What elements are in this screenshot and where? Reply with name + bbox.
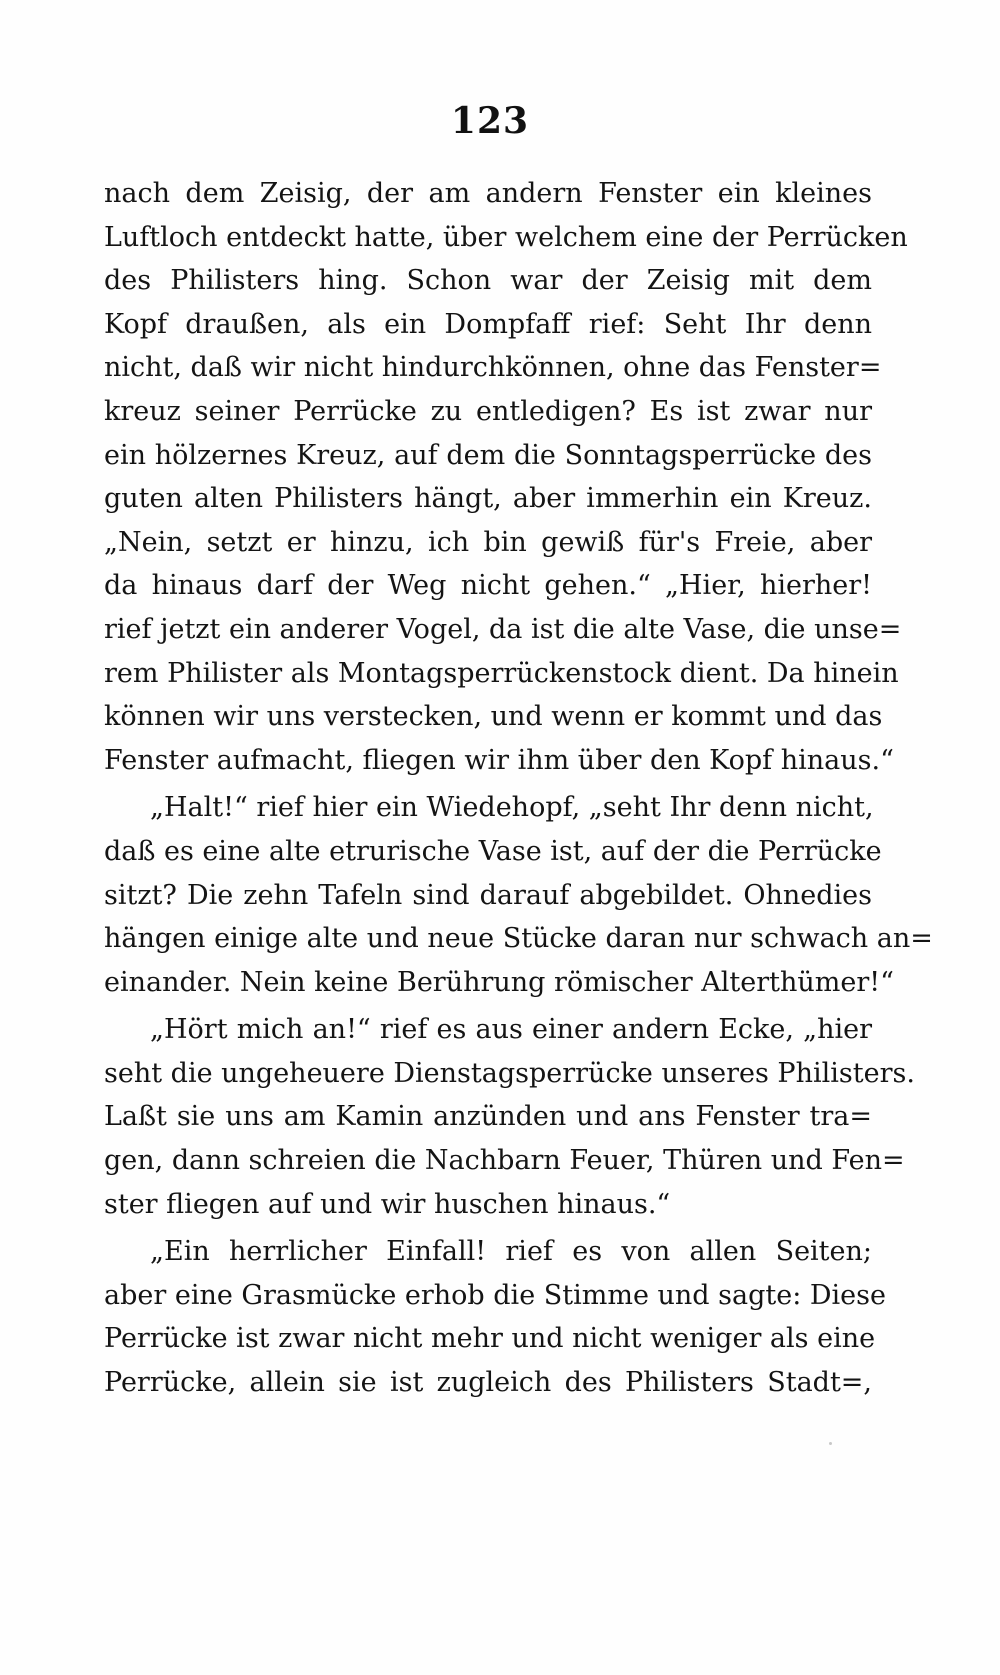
paragraph <box>104 786 933 1004</box>
text-line: „Halt!“ rief hier ein Wiedehopf, „seht Ihr denn nicht, <box>150 792 874 824</box>
page-number: 123 <box>450 100 530 142</box>
text-line: Perrücke, allein sie ist zugleich des Philisters Stadt=, <box>104 1367 872 1399</box>
paragraph <box>104 1230 886 1404</box>
text-line: können wir uns verstecken, und wenn er kommt und das <box>104 701 883 733</box>
text-line: kreuz seiner Perrücke zu entledigen? Es ist zwar nur <box>104 395 872 427</box>
text-line: des Philisters hing. Schon war der Zeisig mit dem <box>104 265 872 297</box>
text-line: rief jetzt ein anderer Vogel, da ist die alte Vase, die unse= <box>104 613 902 645</box>
text-line: Kopf draußen, als ein Dompfaff rief: Seht Ihr denn <box>104 308 872 340</box>
text-line: „Hört mich an!“ rief es aus einer andern Ecke, „hier <box>150 1014 872 1046</box>
text-line: „Ein herrlicher Einfall! rief es von allen Seiten; <box>150 1236 872 1268</box>
text-line: daß es eine alte etrurische Vase ist, auf der die Perrücke <box>104 835 882 867</box>
text-line: da hinaus darf der Weg nicht gehen.“ „Hier, hierher! <box>104 570 872 602</box>
text-line: einander. Nein keine Berührung römischer Alterthümer!“ <box>104 966 894 998</box>
paragraph <box>104 172 908 782</box>
text-line: Fenster aufmacht, fliegen wir ihm über den Kopf hinaus.“ <box>104 744 894 776</box>
text-line: Laßt sie uns am Kamin anzünden und ans Fenster tra= <box>104 1101 872 1133</box>
text-line: sitzt? Die zehn Tafeln sind darauf abgebildet. Ohnedies <box>104 879 872 911</box>
text-line: Luftloch entdeckt hatte, über welchem eine der Perrücken <box>104 221 908 253</box>
text-line: „Nein, setzt er hinzu, ich bin gewiß für's Freie, aber <box>104 526 872 558</box>
text-line: nach dem Zeisig, der am andern Fenster ein kleines <box>104 178 872 209</box>
text-line: rem Philister als Montagsperrückenstock dient. Da hinein <box>104 657 899 689</box>
paragraph <box>104 1008 915 1226</box>
paper-speck <box>829 1442 832 1445</box>
text-line: ein hölzernes Kreuz, auf dem die Sonntagsperrücke des <box>104 439 872 471</box>
text-line: ster fliegen auf und wir huschen hinaus.“ <box>104 1188 671 1220</box>
text-line: guten alten Philisters hängt, aber immerhin ein Kreuz. <box>104 483 872 515</box>
text-line: Perrücke ist zwar nicht mehr und nicht weniger als eine <box>104 1323 876 1355</box>
text-line: gen, dann schreien die Nachbarn Feuer, Thüren und Fen= <box>104 1145 905 1177</box>
body-text <box>104 172 933 1405</box>
text-line: hängen einige alte und neue Stücke daran nur schwach an= <box>104 923 933 955</box>
text-line: seht die ungeheuere Dienstagsperrücke unseres Philisters. <box>104 1057 915 1089</box>
text-line: aber eine Grasmücke erhob die Stimme und sagte: Diese <box>104 1279 886 1311</box>
text-line: nicht, daß wir nicht hindurchkönnen, ohne das Fenster= <box>104 352 882 384</box>
